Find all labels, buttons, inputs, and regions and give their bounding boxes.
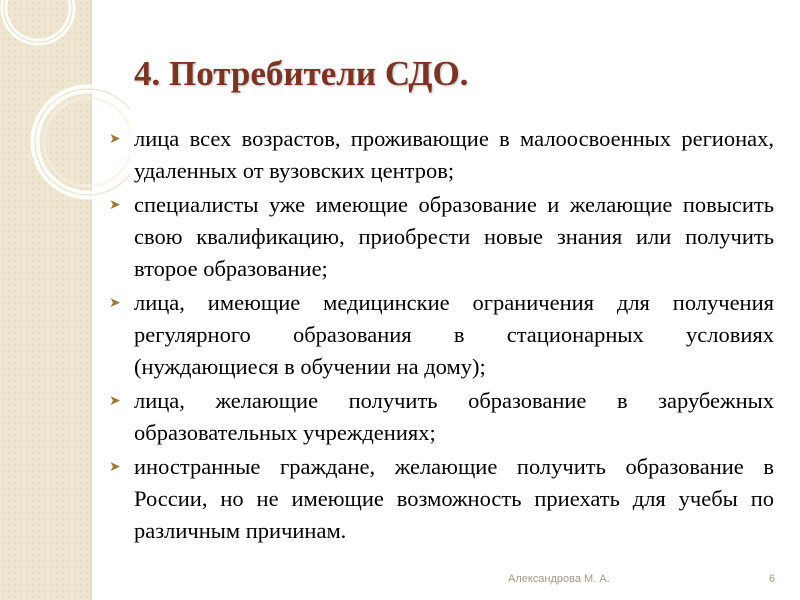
list-item	[104, 385, 774, 449]
page-number: 6	[769, 573, 776, 585]
list-item	[104, 451, 774, 547]
chevron-right-icon: ➤	[109, 197, 121, 213]
chevron-right-icon: ➤	[109, 459, 121, 475]
chevron-right-icon: ➤	[109, 131, 121, 147]
list-item-text: лица, имеющие медицинские ограничения для получения регулярного образования в стационарных условиях (нуждающиеся в обучении на дому);	[134, 290, 774, 379]
list-item-text: лица, желающие получить образование в зарубежных образовательных учреждениях;	[134, 388, 774, 445]
list-item-text: иностранные граждане, желающие получить образование в России, но не имеющие возможность приехать для учебы по различным причинам.	[134, 454, 774, 543]
slide-title: 4. Потребители СДО.	[134, 54, 469, 93]
list-item	[104, 287, 774, 383]
chevron-right-icon: ➤	[109, 295, 121, 311]
footer-author: Александрова М. А.	[508, 573, 610, 585]
bullet-list	[104, 123, 774, 549]
list-item	[104, 189, 774, 285]
list-item-text: лица всех возрастов, проживающие в малоосвоенных регионах, удаленных от вузовских центров;	[134, 126, 774, 183]
list-item	[104, 123, 774, 187]
chevron-right-icon: ➤	[109, 393, 121, 409]
list-item-text: специалисты уже имеющие образование и желающие повысить свою квалификацию, приобрести новые знания или получить второе образование;	[134, 192, 774, 281]
